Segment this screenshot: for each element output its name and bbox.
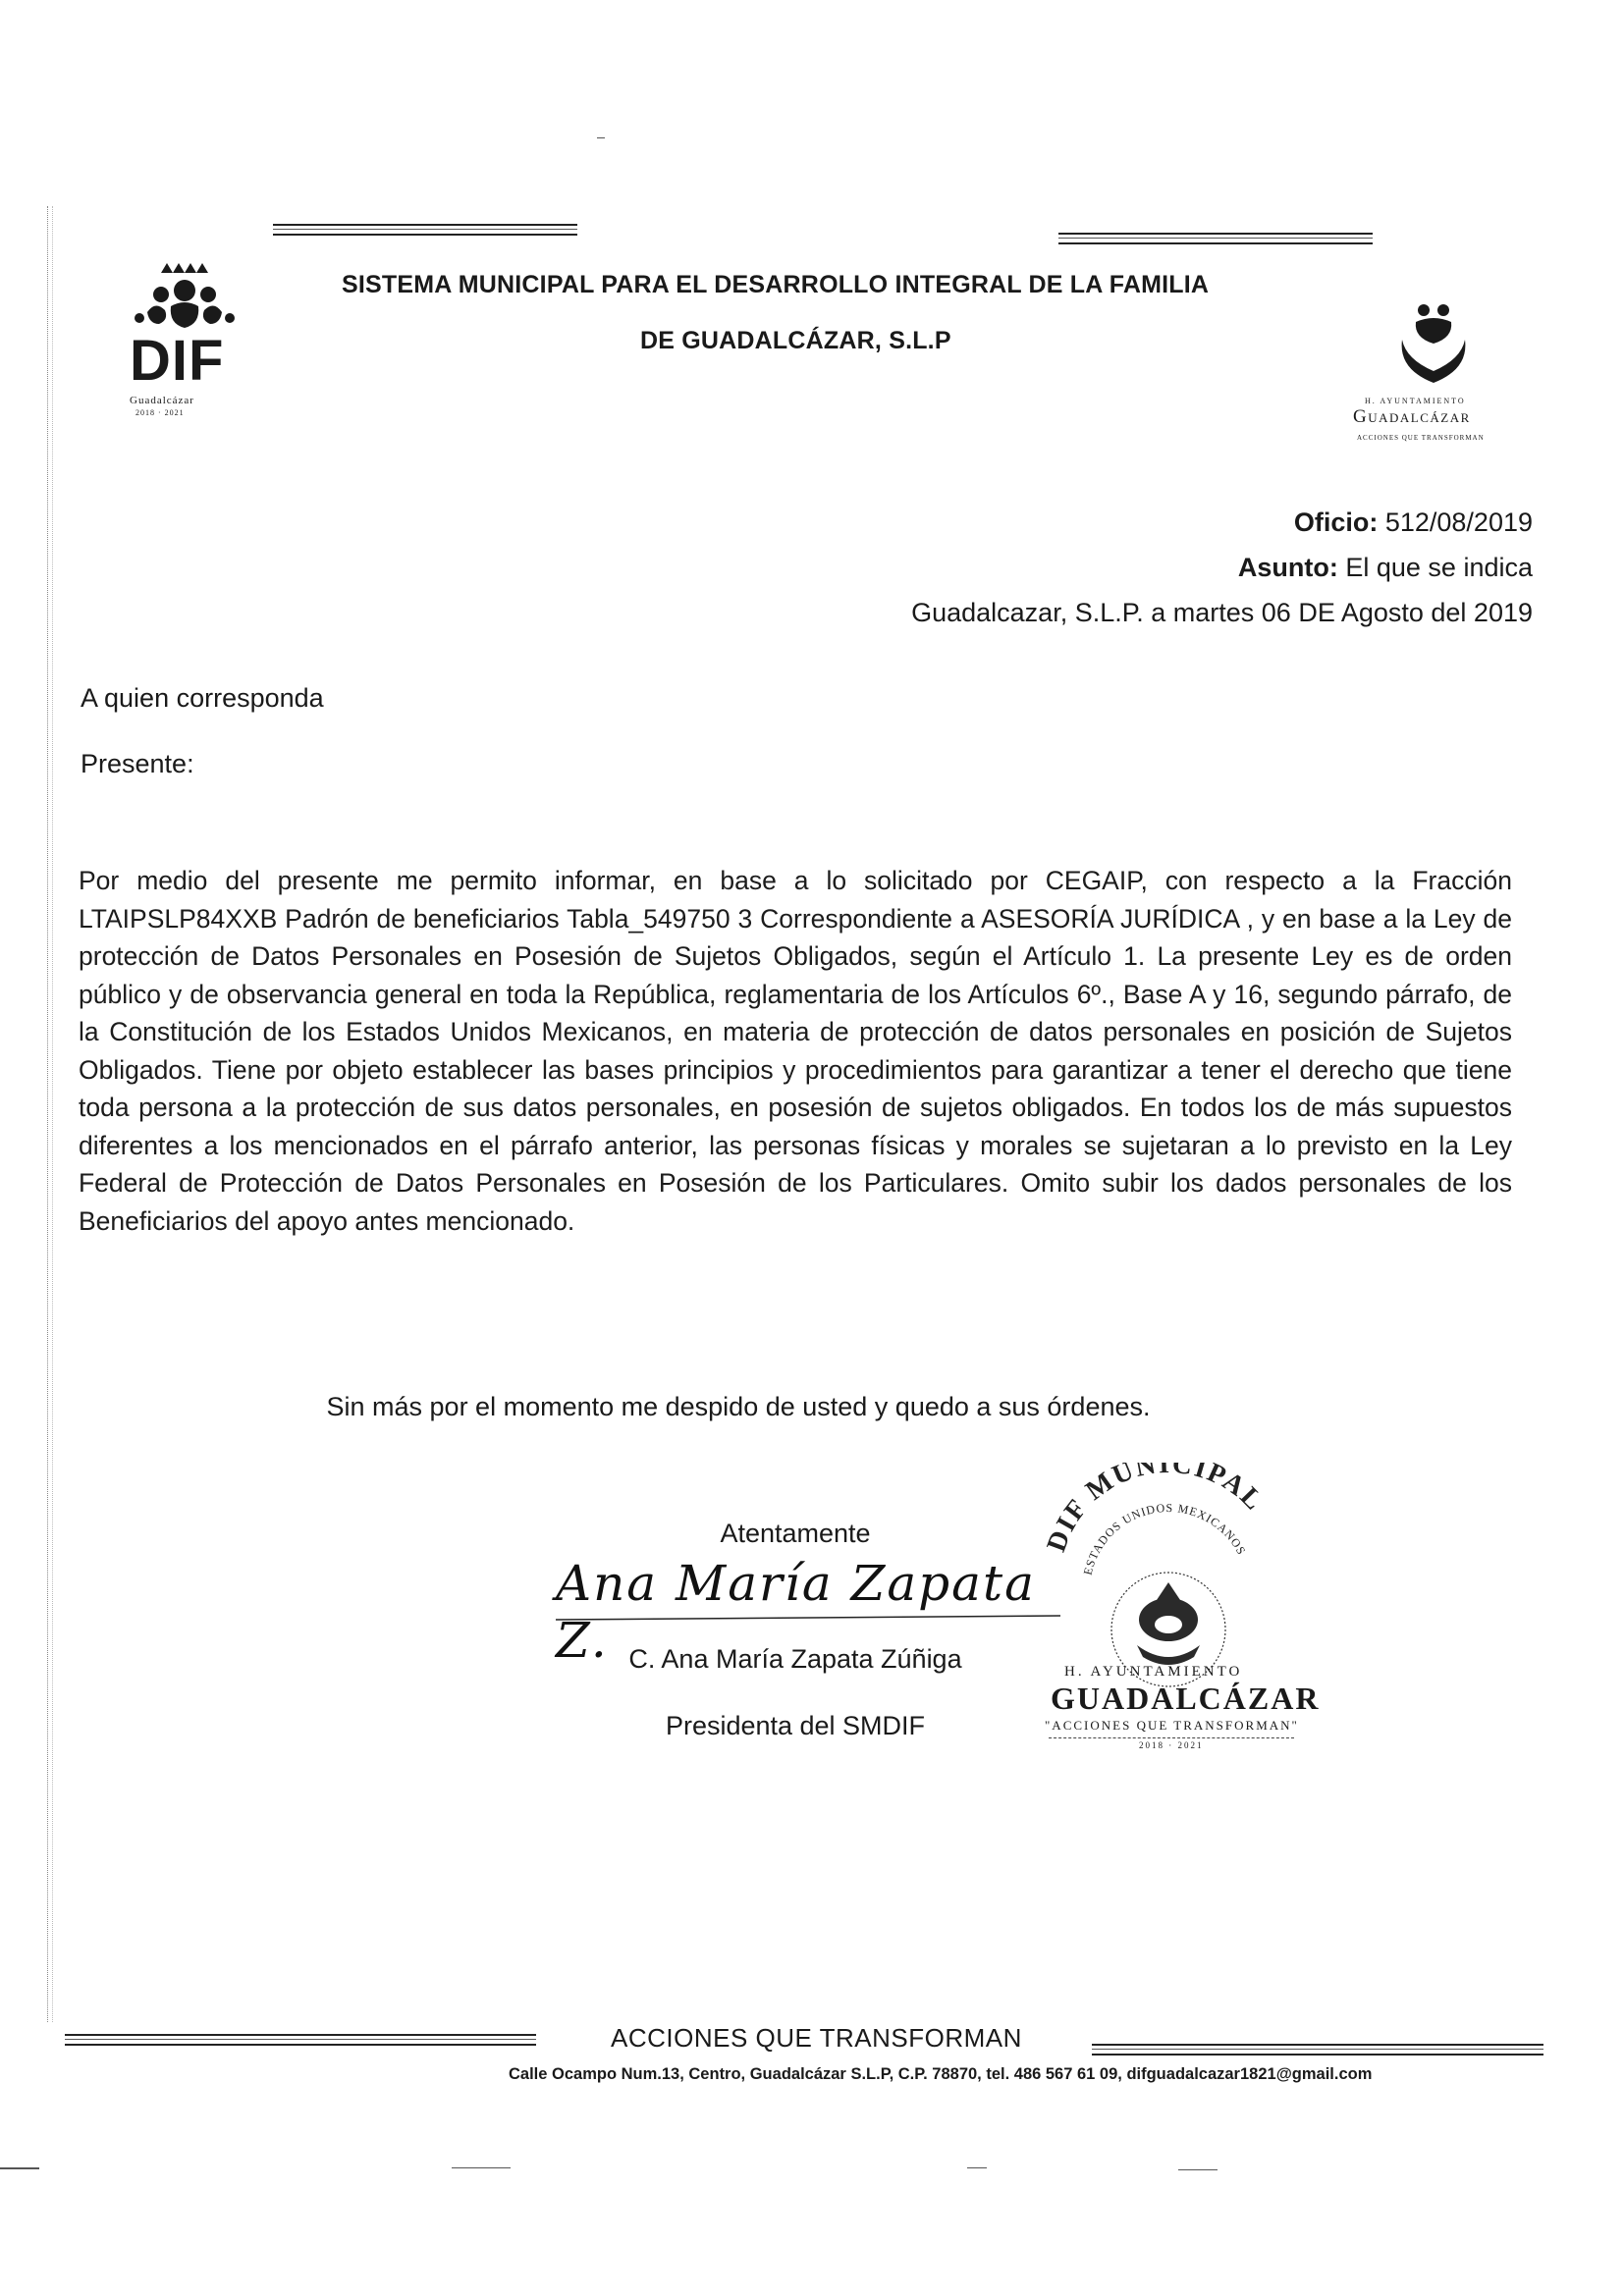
stamp-line2: GUADALCÁZAR (1051, 1681, 1321, 1716)
stamp-line4: 2018 · 2021 (1139, 1740, 1204, 1750)
institution-name-line2: DE GUADALCÁZAR, S.L.P (640, 327, 951, 354)
scan-speck (967, 2167, 987, 2168)
stamp-underline (1049, 1737, 1294, 1738)
body-paragraph: Por medio del presente me permito informar, en base a lo solicitado por CEGAIP, con respecto a la Fracción LTAIPSLP84XXB Padrón de beneficiarios Tabla_549750 3 Correspondiente a ASESORÍA JURÍDICA , y en base a la Ley de protección de Datos Personales en Posesión de Sujetos Obligados, según el Artículo 1. La presente Ley es de orden público y de observancia general en toda la República, reglamentaria de los Artículos 6º., Base A y 16, segundo párrafo, de la Constitución de los Estados Unidos Mexicanos, en materia de protección de datos personales en posición de Sujetos Obligados. Tiene por objeto establecer las bases principios y procedimientos para garantizar a tener el derecho que tiene toda persona a la protección de sus datos personales, en posesión de sujetos obligados. En todos los de más supuestos diferentes a los mencionados en el párrafo anterior, las personas físicas y morales se sujetaran a lo previsto en la Ley Federal de Protección de Datos Personales en Posesión de los Particulares. Omito subir los dados personales de los Beneficiarios del apoyo antes mencionado. (79, 866, 1512, 1236)
date-line: Guadalcazar, S.L.P. a martes 06 DE Agosto del 2019 (911, 598, 1533, 627)
footer-rule-left (65, 2034, 536, 2046)
asunto-value: El que se indica (1337, 553, 1533, 582)
guadalcazar-logo (1345, 294, 1522, 461)
scan-speck (452, 2167, 511, 2168)
scan-speck (597, 137, 605, 138)
footer-rule-right (1092, 2044, 1543, 2056)
guadalcazar-logo-sub: ACCIONES QUE TRANSFORMAN (1357, 434, 1485, 442)
scan-speck (1178, 2169, 1218, 2170)
scan-speck (0, 2167, 39, 2169)
dif-logo-years: 2018 · 2021 (135, 408, 185, 417)
svg-text:ESTADOS UNIDOS MEXICANOS (1081, 1501, 1249, 1576)
footer-address: Calle Ocampo Num.13, Centro, Guadalcázar S.L.P, C.P. 78870, tel. 486 567 61 09, difguadalcazar1821@gmail.com (509, 2065, 1373, 2083)
atentamente-label: Atentamente (720, 1519, 871, 1548)
asunto-line (1238, 545, 1533, 590)
institution-name-line1: SISTEMA MUNICIPAL PARA EL DESARROLLO INTEGRAL DE LA FAMILIA (342, 271, 1210, 298)
guadalcazar-logo-pre: H. AYUNTAMIENTO (1365, 397, 1466, 405)
signature-text: Ana María Zapata Z. (556, 1555, 1036, 1669)
stamp-line1: H. AYUNTAMIENTO (1064, 1664, 1243, 1680)
dif-logo-sub: Guadalcázar (130, 395, 194, 406)
closing-line: Sin más por el momento me despido de usted y quedo a sus órdenes. (326, 1392, 1151, 1421)
guadalcazar-logo-text: Guadalcázar (1353, 406, 1471, 427)
stamp-top-arc: DIF MUNICIPAL (1041, 1463, 1271, 1556)
dif-logo-text: DIF (130, 329, 225, 393)
official-stamp (1021, 1463, 1335, 1757)
stamp-line3: "ACCIONES QUE TRANSFORMAN" (1045, 1718, 1299, 1733)
footer-slogan: ACCIONES QUE TRANSFORMAN (611, 2023, 1022, 2053)
recipient-line: A quien corresponda (81, 683, 324, 713)
signer-title: Presidenta del SMDIF (665, 1711, 926, 1740)
scan-edge-artifact (47, 206, 53, 2022)
header-rule-right (1058, 233, 1373, 244)
dif-logo (126, 255, 244, 422)
oficio-line (1294, 500, 1533, 545)
presente-line: Presente: (81, 749, 194, 778)
asunto-label: Asunto: (1237, 553, 1338, 582)
signer-name: C. Ana María Zapata Zúñiga (628, 1644, 962, 1674)
oficio-label: Oficio: (1293, 507, 1379, 537)
guadalcazar-emblem-icon (1394, 300, 1473, 389)
oficio-value: 512/08/2019 (1378, 507, 1533, 537)
stamp-inner-arc: ESTADOS UNIDOS MEXICANOS (1080, 1500, 1249, 1576)
header-rule-left (273, 224, 577, 236)
